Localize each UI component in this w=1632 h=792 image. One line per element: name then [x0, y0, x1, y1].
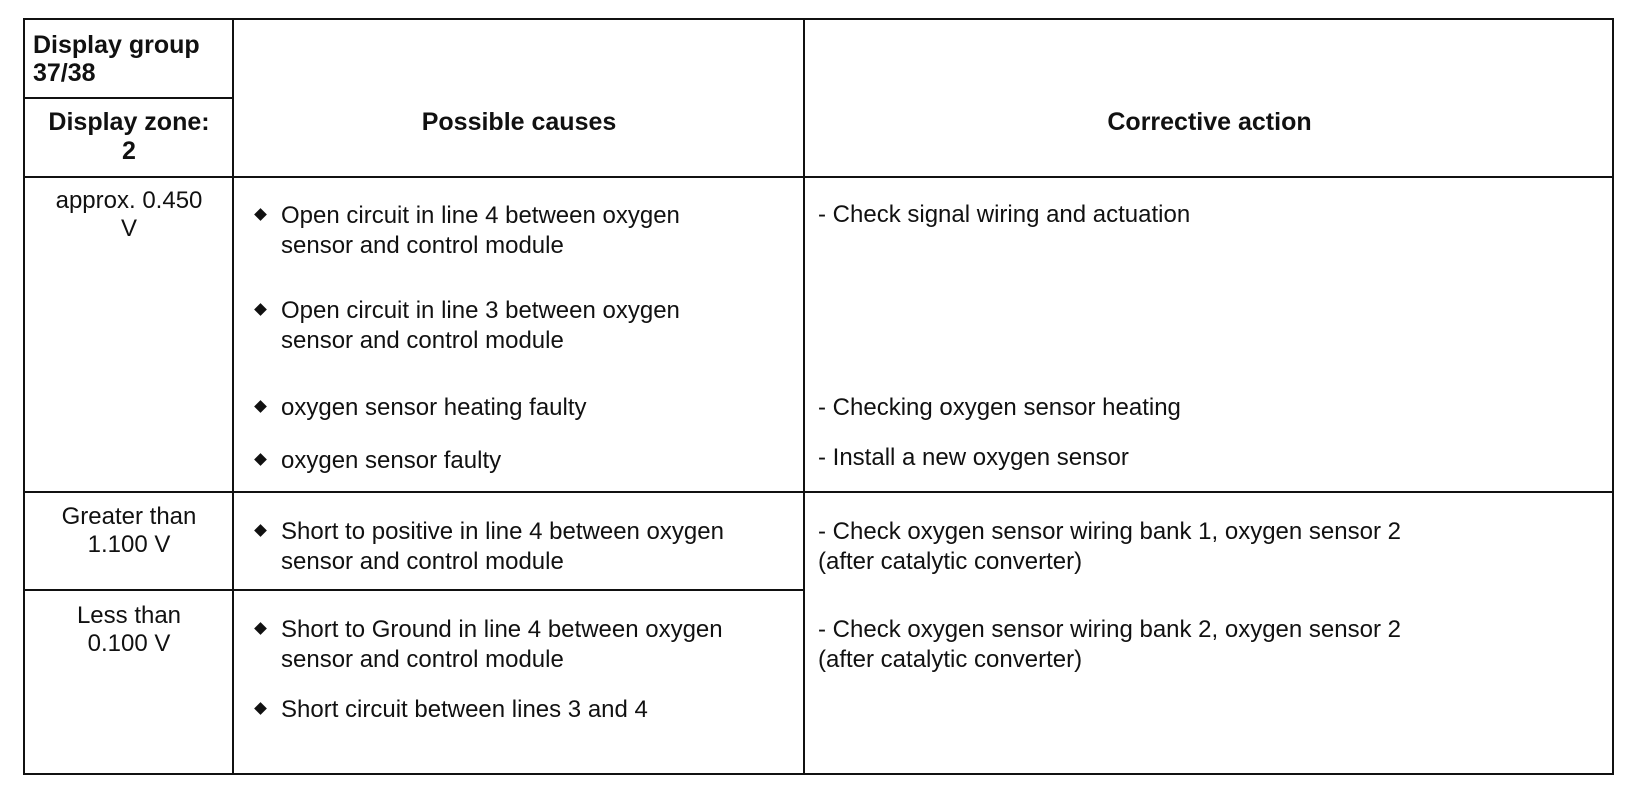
row2-cause1-line1: Short to positive in line 4 between oxygen	[281, 518, 724, 545]
row1-cause3: oxygen sensor heating faulty	[281, 394, 587, 421]
row2-zone-line1: Greater than	[61, 503, 197, 530]
row1-cause1-line1: Open circuit in line 4 between oxygen	[281, 202, 680, 229]
row-divider-1	[23, 491, 1614, 493]
row3-cause2: Short circuit between lines 3 and 4	[281, 696, 648, 723]
row1-action2: - Checking oxygen sensor heating	[818, 394, 1181, 421]
row1-action1: - Check signal wiring and actuation	[818, 201, 1191, 228]
header-zone-label: Display zone:	[48, 108, 210, 136]
header-corrective-action: Corrective action	[1107, 108, 1312, 136]
row2-cause1-line2: sensor and control module	[281, 548, 564, 575]
row2-action-line2: (after catalytic converter)	[818, 548, 1083, 575]
header-group-label: Display group	[33, 31, 200, 59]
row1-cause1-line2: sensor and control module	[281, 232, 564, 259]
row1-cause4: oxygen sensor faulty	[281, 447, 502, 474]
row3-cause1-line1: Short to Ground in line 4 between oxygen	[281, 616, 723, 643]
row1-action3: - Install a new oxygen sensor	[818, 444, 1129, 471]
header-bottom-divider	[23, 176, 1614, 178]
header-possible-causes: Possible causes	[421, 108, 617, 136]
row3-zone-line2: 0.100 V	[87, 630, 171, 657]
header-group-value: 37/38	[33, 59, 96, 87]
row3-cause1-line2: sensor and control module	[281, 646, 564, 673]
header-zone-value: 2	[122, 137, 136, 165]
header-subdivider	[23, 97, 234, 99]
row3-action-line2: (after catalytic converter)	[818, 646, 1083, 673]
row2-action-line1: - Check oxygen sensor wiring bank 1, oxygen sensor 2	[818, 518, 1401, 545]
row1-zone-line1: approx. 0.450	[55, 187, 203, 214]
row-divider-2	[23, 589, 805, 591]
row1-cause2-line2: sensor and control module	[281, 327, 564, 354]
row3-zone-line1: Less than	[76, 602, 182, 629]
row2-zone-line2: 1.100 V	[87, 531, 171, 558]
row1-cause2-line1: Open circuit in line 3 between oxygen	[281, 297, 680, 324]
row1-zone-line2: V	[120, 215, 137, 242]
row3-action-line1: - Check oxygen sensor wiring bank 2, oxygen sensor 2	[818, 616, 1401, 643]
